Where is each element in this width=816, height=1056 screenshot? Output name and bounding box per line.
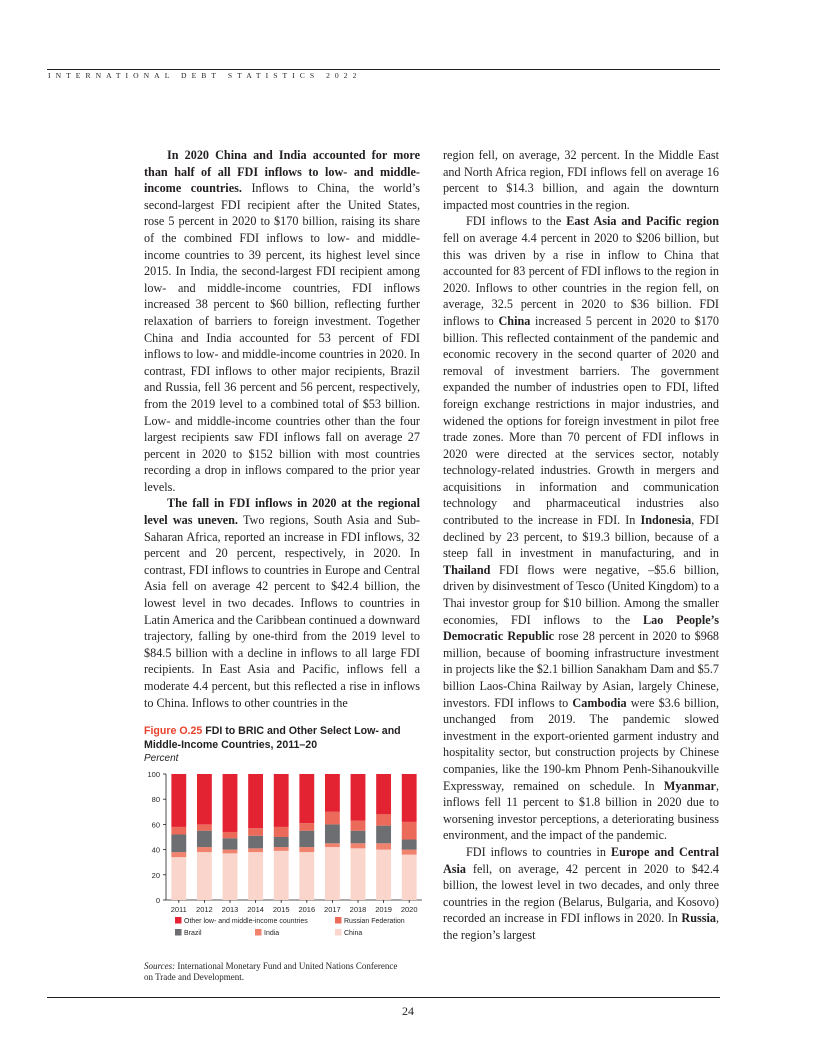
bar-segment-india: [351, 843, 366, 848]
bar-segment-china: [274, 851, 289, 900]
bar-segment-china: [299, 852, 314, 900]
bar-segment-china: [325, 847, 340, 900]
paragraph-lead: In 2020 China and India accounted for more than half of all FDI inflows to low- and middle-income countries.: [144, 148, 420, 196]
bar-segment-brazil: [402, 840, 417, 850]
x-tick-label: 2013: [221, 905, 239, 914]
bar-segment-other-low-and-middle-income-countries: [274, 774, 289, 827]
bar-segment-china: [197, 852, 212, 900]
x-tick-label: 2017: [324, 905, 341, 914]
bar-segment-china: [376, 850, 391, 900]
bar-segment-russian-federation: [248, 828, 263, 836]
bar-segment-russian-federation: [325, 812, 340, 825]
paragraph-europe: FDI inflows to countries in Europe and Central Asia fell, on average, 42 percent in 2020 to $42.4 billion, the lowest level in two decades, and only three countries in the region (Belarus, Bulgaria, and Kosovo) recorded an increase in FDI inflows in 2020. In Russia, the region’s largest: [443, 844, 719, 942]
legend-swatch: [335, 917, 342, 924]
y-tick-label: 40: [151, 845, 160, 855]
x-tick-label: 2015: [272, 905, 290, 914]
footer-rule: [47, 997, 720, 998]
x-tick-label: 2011: [170, 905, 187, 914]
figure-title: Figure O.25 FDI to BRIC and Other Select Low- and Middle-Income Countries, 2011–20: [144, 725, 401, 751]
bar-segment-india: [402, 850, 417, 855]
y-tick-label: 20: [151, 870, 160, 880]
paragraph-china-india: In 2020 China and India accounted for more than half of all FDI inflows to low- and middle-income countries. Inflows to China, the world’s second-largest FDI recipient after the United States, rose 5 percent in 2020 to $170 billion, raising its share of the combined FDI inflows to low- and middle-income countries to 39 percent, its highest level since 2015. In India, the second-largest FDI recipient among low- and middle-income countries, FDI inflows increased 38 percent to $60 billion, reflecting further relaxation of barriers to foreign investment. Together China and India accounted for 53 percent of FDI inflows to low- and middle-income countries in 2020. In contrast, FDI inflows to other major recipients, Brazil and Russia, fell 36 percent and 56 percent, respectively, from the 2019 level to a combined total of $53 billion. Low- and middle-income countries other than the four largest recipients saw FDI inflows fall on average 27 percent in 2020 to $152 billion with most countries recording a drop in inflows compared to the prior year levels.: [144, 148, 421, 494]
bar-segment-brazil: [325, 824, 340, 843]
bar-segment-russian-federation: [299, 823, 314, 831]
x-tick-label: 2016: [298, 905, 316, 914]
legend-label: Russian Federation: [344, 918, 405, 925]
legend-swatch: [175, 917, 182, 924]
stacked-bar-chart: [144, 768, 422, 958]
bar-segment-russian-federation: [197, 824, 212, 830]
legend-label: India: [264, 930, 280, 937]
header-rule: [47, 69, 720, 70]
page-number: 24: [402, 1004, 414, 1018]
right-column: [443, 147, 719, 944]
bar-segment-other-low-and-middle-income-countries: [376, 774, 391, 814]
bar-segment-russian-federation: [171, 827, 186, 835]
bar-segment-brazil: [351, 831, 366, 844]
bar-segment-india: [299, 847, 314, 852]
bar-segment-brazil: [299, 831, 314, 847]
legend-swatch: [335, 929, 342, 936]
bar-segment-india: [376, 843, 391, 849]
bar-segment-china: [402, 855, 417, 900]
bar-segment-brazil: [171, 834, 186, 852]
figure-source: Sources: International Monetary Fund and United Nations Conference on Trade and Development.: [144, 961, 398, 982]
y-tick-label: 80: [151, 795, 160, 805]
figure: [144, 725, 422, 958]
bar-segment-india: [325, 843, 340, 847]
bar-segment-russian-federation: [274, 827, 289, 837]
bar-segment-china: [223, 853, 238, 900]
figure-unit: Percent: [144, 753, 179, 764]
paragraph-lead: The fall in FDI inflows in 2020 at the regional level was uneven.: [144, 496, 420, 528]
bar-segment-russian-federation: [223, 832, 238, 838]
legend-swatch: [255, 929, 262, 936]
bar-segment-russian-federation: [402, 822, 417, 840]
bar-segment-other-low-and-middle-income-countries: [299, 774, 314, 823]
paragraph-regional: The fall in FDI inflows in 2020 at the regional level was uneven. Two regions, South Asia and Sub-Saharan Africa, reported an increase in FDI inflows, 32 percent and 20 percent, respectively, in 2020. In contrast, FDI inflows to countries in Europe and Central Asia fell on average 42 percent to $42.4 billion, the lowest level in two decades. Inflows to countries in Latin America and the Caribbean continued a downward trajectory, falling by one-third from the 2019 level to $84.5 billion with a decline in inflows to all large FDI recipients. In East Asia and Pacific, inflows fell a moderate 4.4 percent, but this reflected a rise in inflows to China. Inflows to other countries in the: [144, 496, 420, 710]
legend-label: Other low- and middle-income countries: [184, 918, 308, 925]
paragraph-continued: region fell, on average, 32 percent. In the Middle East and North Africa region, FDI inflows fell on average 16 percent to $14.3 billion, and again the downturn impacted most countries in the region.: [443, 148, 719, 212]
bar-segment-other-low-and-middle-income-countries: [248, 774, 263, 828]
bar-segment-china: [248, 852, 263, 900]
bar-segment-russian-federation: [351, 821, 366, 831]
x-tick-label: 2019: [375, 905, 392, 914]
legend-label: Brazil: [184, 930, 202, 937]
bar-segment-brazil: [197, 831, 212, 847]
legend-swatch: [175, 929, 182, 936]
y-tick-label: 100: [147, 770, 160, 779]
bar-segment-other-low-and-middle-income-countries: [223, 774, 238, 832]
bar-segment-brazil: [376, 826, 391, 844]
running-header: INTERNATIONAL DEBT STATISTICS 2022: [48, 71, 362, 80]
bar-segment-india: [223, 850, 238, 854]
bar-segment-russian-federation: [376, 814, 391, 825]
bar-segment-other-low-and-middle-income-countries: [402, 774, 417, 822]
x-tick-label: 2020: [400, 905, 418, 914]
x-tick-label: 2018: [349, 905, 367, 914]
bar-segment-india: [274, 847, 289, 851]
bar-segment-india: [248, 848, 263, 852]
bar-segment-other-low-and-middle-income-countries: [171, 774, 186, 827]
bar-segment-other-low-and-middle-income-countries: [351, 774, 366, 821]
bar-segment-china: [171, 857, 186, 900]
bar-segment-brazil: [248, 836, 263, 849]
x-tick-label: 2012: [196, 905, 213, 914]
x-tick-label: 2014: [247, 905, 264, 914]
y-tick-label: 0: [155, 896, 160, 905]
y-tick-label: 60: [151, 820, 160, 830]
bar-segment-india: [197, 847, 212, 852]
bar-segment-other-low-and-middle-income-countries: [325, 774, 340, 812]
bar-segment-other-low-and-middle-income-countries: [197, 774, 212, 824]
bar-segment-india: [171, 852, 186, 857]
legend-label: China: [344, 930, 363, 937]
bar-segment-brazil: [274, 837, 289, 847]
bar-segment-brazil: [223, 838, 238, 849]
left-column: [144, 147, 420, 711]
paragraph-east-asia: FDI inflows to the East Asia and Pacific region fell on average 4.4 percent in 2020 to $206 billion, but this was driven by a rise in inflow to China that accounted for 83 percent of FDI inflows to the region in 2020. Inflows to other countries in the region fell, on average, 32.5 percent in 2020 to $36 billion. FDI inflows to China increased 5 percent in 2020 to $170 billion. This reflected containment of the pandemic and economic recovery in the second quarter of 2020 and removal of investment barriers. The government expanded the number of industries open to FDI, lifted foreign exchange restrictions in major industries, and widened the options for foreign investment in pilot free trade zones. More than 70 percent of FDI inflows in 2020 were directed at the services sector, notably technology-related industries. Growth in mergers and acquisitions in information and communication technology and pharmaceutical industries also contributed to the increase in FDI. In Indonesia, FDI declined by 23 percent, to $19.3 billion, because of a steep fall in investment in manufacturing, and in Thailand FDI flows were negative, –$5.6 billion, driven by disinvestment of Tesco (United Kingdom) to a Thai investor group for $10 billion. Among the smaller economies, FDI inflows to the Lao People’s Democratic Republic rose 28 percent in 2020 to $968 million, because of booming infrastructure investment in projects like the $2.1 billion Sanakham Dam and $5.7 billion Laos-China Railway by Asian, largely Chinese, investors. FDI inflows to Cambodia were $3.6 billion, unchanged from 2019. The pandemic slowed investment in the export-oriented garment industry and hospitality sector, but construction projects by Chinese companies, like the 190-km Phnom Penh-Sihanoukville Expressway, remained on schedule. In Myanmar, inflows fell 11 percent to $1.8 billion in 2020 due to worsening investor perceptions, a deteriorating business environment, and the impact of the pandemic.: [443, 214, 720, 843]
bar-segment-china: [351, 848, 366, 900]
